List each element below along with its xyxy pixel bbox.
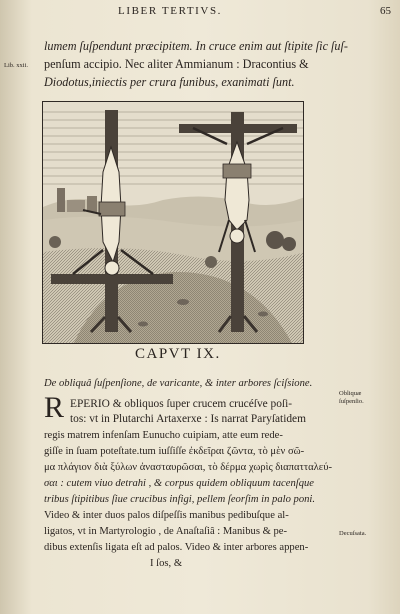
body-line-9: ligatos, vt in Martyrologio , de Anaſtaſiâ : Manibus & pe-: [44, 526, 288, 537]
body-line-3: regis matrem infenſam Eunucho cuipiam, atte eum rede-: [44, 430, 283, 441]
text-line-1: lumem ſuſpendunt præcipitem. In cruce enim aut ſtipite ſic ſuſ-: [44, 39, 348, 53]
body-line-7: tribus ſtipitibus ſiue crucibus infigi, pellem ſeorſim in palo poni.: [44, 494, 316, 505]
chapter-title: CAPVT IX.: [135, 346, 221, 362]
page-number: 65: [380, 5, 391, 17]
text-line-2: penſum accipio. Nec aliter Ammianum : Dracontius &: [44, 57, 309, 71]
body-line-6: σαι : cutem viuo detrahi , & corpus quidem obliquum tacenſque: [44, 478, 314, 489]
body-line-10: dibus extenſis ligata eſt ad palos. Video & inter arbores appen-: [44, 542, 309, 553]
running-title: LIBER TERTIVS.: [118, 5, 223, 17]
chapter-subtitle: De obliquâ ſuſpenſione, de varicante, & inter arbores ſciſsione.: [44, 378, 313, 389]
margin-note-left: Lib. xxii.: [4, 62, 29, 69]
margin-note-right-1b: ſuſpenſio.: [339, 398, 364, 405]
engraving-illustration: [42, 101, 304, 344]
body-line-1: EPERIO & obliquos ſuper crucem crucéſve poſi-: [70, 398, 293, 410]
body-line-4: giſſe in ſuam poteſtate.tum iuſſiſſe ἐκδεῖραι ζῶντα, τὸ μὲν σῶ-: [44, 446, 305, 457]
body-line-2: tos: vt in Plutarchi Artaxerxe : Is narrat Paryſatidem: [70, 413, 306, 425]
drop-cap: R: [44, 391, 65, 424]
text-line-3: Diodotus,iniectis per crura funibus, exanimati ſunt.: [44, 75, 295, 89]
engraving-crucifixions-image: [43, 102, 304, 344]
margin-note-right-1a: Obliquæ: [339, 390, 362, 397]
margin-note-right-2: Decuſsata.: [339, 530, 367, 537]
body-line-5: μα πλάγιον διὰ ξύλων ἀνασταυρῶσαι, τὸ δέρμα χωρὶς διαπατταλεύ-: [44, 462, 333, 473]
body-line-8: Video & inter duos palos diſpeſſis manibus pedibuſque al-: [44, 510, 289, 521]
catchword-line: I ſos, &: [150, 558, 183, 569]
